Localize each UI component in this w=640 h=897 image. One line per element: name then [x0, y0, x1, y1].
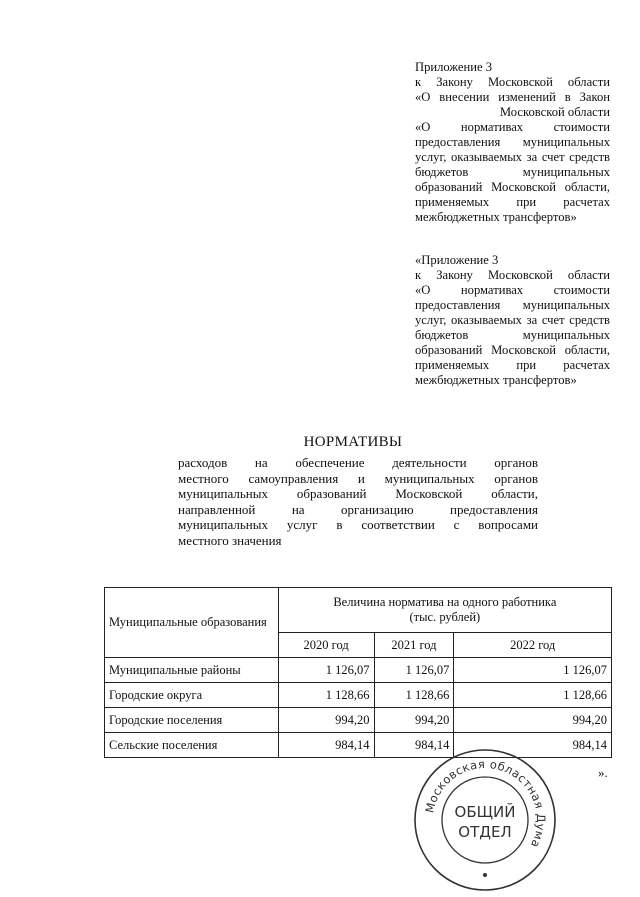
header-year: 2020 год — [278, 633, 374, 658]
table-row — [105, 683, 612, 708]
appendix-line: образований Московской области, — [415, 343, 610, 357]
stamp-center-line1: ОБЩИЙ — [454, 803, 516, 821]
cell-value: 994,20 — [278, 708, 374, 733]
document-subtitle — [178, 455, 538, 548]
cell-value: 1 128,66 — [278, 683, 374, 708]
appendix-line: межбюджетных трансфертов» — [415, 373, 577, 387]
norms-table — [104, 587, 612, 758]
cell-value: 994,20 — [374, 708, 454, 733]
cell-value: 1 126,07 — [454, 658, 612, 683]
cell-value: 994,20 — [454, 708, 612, 733]
table-row — [105, 708, 612, 733]
cell-value: 984,14 — [374, 733, 454, 758]
cell-value: 984,14 — [454, 733, 612, 758]
subtitle-line: муниципальных образований Московской области, — [178, 486, 538, 501]
header-unit: (тыс. рублей) — [409, 610, 481, 624]
appendix-header-original — [415, 253, 610, 388]
cell-value: 1 126,07 — [374, 658, 454, 683]
row-label: Городские округа — [105, 683, 279, 708]
header-municipal-entities: Муниципальные образования — [105, 588, 279, 658]
header-year: 2022 год — [454, 633, 612, 658]
appendix-line: услуг, оказываемых за счет средств — [415, 150, 610, 164]
office-stamp — [410, 745, 560, 895]
appendix-line: бюджетов муниципальных — [415, 165, 610, 179]
appendix-line: применяемых при расчетах — [415, 358, 610, 372]
document-title: НОРМАТИВЫ — [303, 434, 403, 450]
row-label: Сельские поселения — [105, 733, 279, 758]
table-row — [105, 658, 612, 683]
appendix-line: к Закону Московской области — [415, 268, 610, 282]
header-year: 2021 год — [374, 633, 454, 658]
appendix-line: предоставления муниципальных — [415, 298, 610, 312]
row-label: Муниципальные районы — [105, 658, 279, 683]
appendix-line: бюджетов муниципальных — [415, 328, 610, 342]
appendix-line: Московской области — [499, 105, 610, 119]
stamp-ring-text: Московская областная Дума — [422, 756, 549, 851]
stamp-dot — [483, 873, 487, 877]
appendix-line: «О нормативах стоимости — [415, 120, 610, 134]
closing-quote-mark: ». — [598, 765, 608, 780]
appendix-line: межбюджетных трансфертов» — [415, 210, 577, 224]
cell-value: 1 128,66 — [454, 683, 612, 708]
appendix-line: предоставления муниципальных — [415, 135, 610, 149]
subtitle-line: муниципальных услуг в соответствии с вопросами — [178, 517, 538, 532]
appendix-line: услуг, оказываемых за счет средств — [415, 313, 610, 327]
cell-value: 984,14 — [278, 733, 374, 758]
appendix-line: Приложение 3 — [415, 60, 493, 74]
header-norm-value-text: Величина норматива на одного работника — [333, 595, 557, 609]
appendix-line: «О нормативах стоимости — [415, 283, 610, 297]
stamp-center-line2: ОТДЕЛ — [458, 823, 512, 841]
subtitle-line: направленной на организацию предоставления — [178, 501, 538, 517]
appendix-header-amending — [415, 60, 610, 225]
appendix-line: к Закону Московской области — [415, 75, 610, 89]
cell-value: 1 128,66 — [374, 683, 454, 708]
subtitle-line: местного значения — [178, 532, 282, 548]
appendix-line: образований Московской области, — [415, 180, 610, 194]
row-label: Городские поселения — [105, 708, 279, 733]
subtitle-line: расходов на обеспечение деятельности органов — [178, 455, 538, 470]
appendix-line: применяемых при расчетах — [415, 195, 610, 209]
cell-value: 1 126,07 — [278, 658, 374, 683]
appendix-line: «О внесении изменений в Закон — [415, 90, 610, 104]
header-norm-value — [278, 588, 611, 633]
subtitle-line: местного самоуправления и муниципальных органов — [178, 470, 538, 486]
appendix-line: «Приложение 3 — [415, 253, 499, 267]
